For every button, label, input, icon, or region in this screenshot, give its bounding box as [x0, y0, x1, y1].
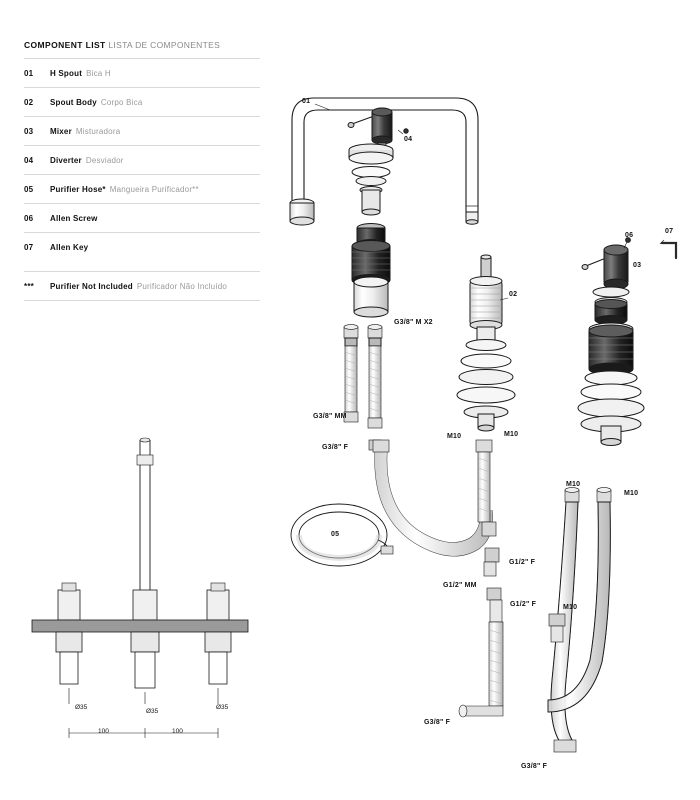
- component-label-en: Purifier Hose*: [50, 184, 106, 194]
- hose-curved-center: [373, 440, 493, 556]
- component-label-pt: Bica H: [86, 68, 111, 78]
- part-cartridge-upper: [352, 224, 390, 318]
- callout-06: 06: [625, 232, 634, 239]
- dim-diameter-3: Ø35: [216, 704, 229, 711]
- component-label-en: Diverter: [50, 155, 82, 165]
- fitting-g38-f-bottom-a: G3/8" F: [424, 719, 451, 726]
- component-number: 04: [24, 155, 34, 165]
- component-number: 03: [24, 126, 34, 136]
- fitting-g12-f-b: G1/2" F: [510, 601, 537, 608]
- component-number: 05: [24, 184, 34, 194]
- component-label-en: Allen Screw: [50, 213, 98, 223]
- fitting-g38-mm: G3/8" MM: [313, 413, 347, 420]
- part-allen-screw-small: [404, 129, 408, 133]
- fitting-m10-a: M10: [447, 433, 462, 440]
- fitting-m10-d: M10: [624, 490, 639, 497]
- fitting-g12-mm: G1/2" MM: [443, 582, 477, 589]
- dim-spacing-2: 100: [172, 728, 183, 735]
- part-mixer: [578, 245, 644, 446]
- component-label-en: Spout Body: [50, 97, 97, 107]
- hose-pair-right: [548, 488, 611, 752]
- callout-03: 03: [633, 262, 642, 269]
- dim-diameter-1: Ø35: [75, 704, 88, 711]
- part-spout-body-cartridge: [457, 255, 518, 431]
- dim-diameter-2: Ø35: [146, 708, 159, 715]
- callout-02: 02: [509, 291, 518, 298]
- part-purifier-hose: [291, 504, 393, 566]
- component-label-en: H Spout: [50, 68, 83, 78]
- component-note-en: Purifier Not Included: [50, 281, 133, 291]
- component-list-title-pt: LISTA DE COMPONENTES: [108, 40, 221, 50]
- fitting-g12-f-a: G1/2" F: [509, 559, 536, 566]
- callout-01: 01: [302, 98, 311, 105]
- fitting-m10-e: M10: [563, 604, 578, 611]
- fitting-g38-m-x2: G3/8" M X2: [394, 319, 433, 326]
- component-note-pt: Purificador Não Incluído: [136, 281, 228, 291]
- component-number: 02: [24, 97, 34, 107]
- component-number: 01: [24, 68, 34, 78]
- component-label-pt: Corpo Bica: [100, 97, 143, 107]
- part-allen-key: [662, 243, 676, 258]
- dim-spacing-1: 100: [98, 728, 109, 735]
- part-washer-stack-top: [349, 144, 393, 215]
- component-list-title-en: COMPONENT LIST: [24, 40, 106, 50]
- part-collar: [290, 199, 314, 225]
- hose-pair-left: [344, 325, 382, 450]
- fitting-m10-b: M10: [504, 431, 519, 438]
- callout-05: 05: [331, 531, 340, 538]
- component-label-pt: Mangueira Purificador**: [109, 184, 199, 194]
- fitting-g38-f-left: G3/8" F: [322, 444, 349, 451]
- component-label-en: Allen Key: [50, 242, 89, 252]
- component-note-number: ***: [24, 281, 34, 291]
- callout-04: 04: [404, 136, 413, 143]
- component-label-pt: Misturadora: [75, 126, 121, 136]
- component-number: 07: [24, 242, 34, 252]
- fitting-g38-f-bottom-b: G3/8" F: [521, 763, 548, 770]
- hose-center-vertical: [459, 440, 503, 717]
- callout-07: 07: [665, 228, 674, 235]
- fitting-m10-c: M10: [566, 481, 581, 488]
- component-label-en: Mixer: [50, 126, 72, 136]
- component-number: 06: [24, 213, 34, 223]
- component-label-pt: Desviador: [85, 155, 124, 165]
- installation-diagram: [32, 438, 248, 738]
